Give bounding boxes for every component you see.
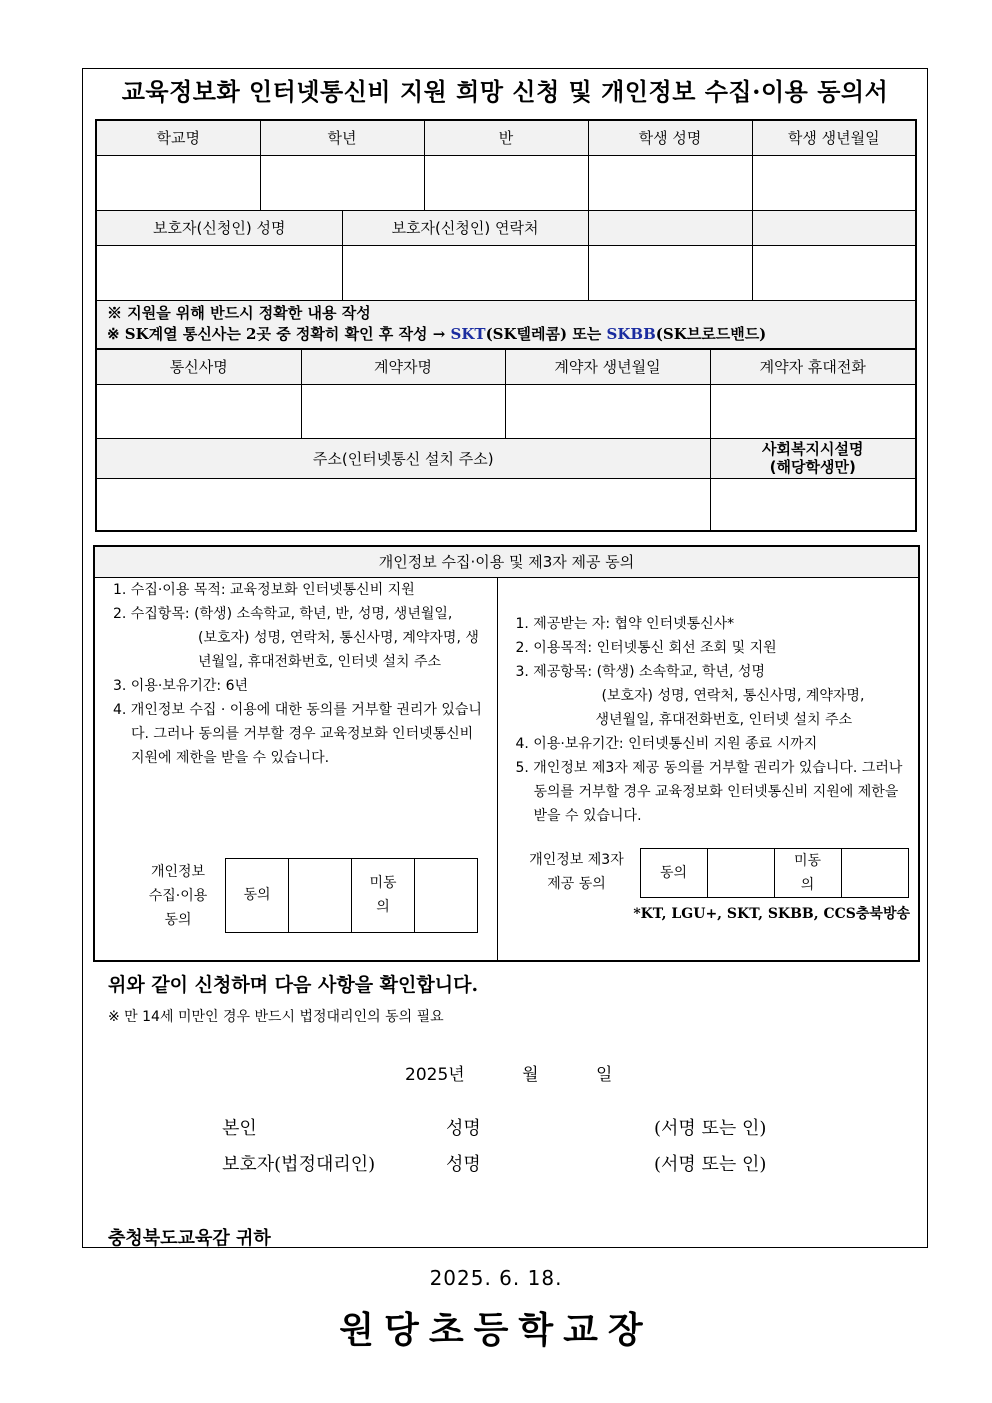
carrier-footnote: *KT, LGU+, SKT, SKBB, CCS충북방송 <box>633 905 911 922</box>
right-consent-boxes <box>640 848 909 898</box>
header-welfare: 사회복지시설명 (해당학생만) <box>710 438 916 478</box>
declaration: 위와 같이 신청하며 다음 사항을 확인합니다. <box>108 974 479 996</box>
guardian-contact-field[interactable] <box>342 245 588 300</box>
contractor-birth-field[interactable] <box>505 384 710 438</box>
left-agree-label: 동의 <box>226 858 289 932</box>
right-agree-label: 동의 <box>640 848 707 897</box>
right-agree-checkbox[interactable] <box>707 848 774 897</box>
note-line-2: ※ SK계열 통신사는 2곳 중 정확히 확인 후 작성 → SKT(SK텔레콤) 또는 SKBB(SK브로드밴드) <box>107 325 767 344</box>
self-sign-hint: (서명 또는 인) <box>654 1118 767 1139</box>
date-month: 월 <box>522 1065 539 1085</box>
header-blank-1 <box>588 210 752 245</box>
right-item-3a: 3. 제공항목: (학생) 소속학교, 학년, 성명 <box>515 663 765 680</box>
header-student-birth: 학생 생년월일 <box>752 120 916 155</box>
header-student-name: 학생 성명 <box>588 120 752 155</box>
application-table <box>95 119 917 350</box>
right-consent-label: 개인정보 제3자 제공 동의 <box>529 851 624 892</box>
right-item-3b: (보호자) 성명, 연락처, 통신사명, 계약자명, <box>601 687 865 704</box>
left-consent-label: 개인정보 수집·이용 동의 <box>148 863 208 928</box>
right-item-1: 1. 제공받는 자: 협약 인터넷통신사* <box>515 615 735 632</box>
welfare-field[interactable] <box>710 478 916 531</box>
student-name-field[interactable] <box>588 155 752 210</box>
date-day: 일 <box>595 1065 613 1085</box>
self-label: 본인 <box>222 1118 257 1139</box>
privacy-left-column <box>94 577 497 961</box>
left-item-2a: 2. 수집항목: (학생) 소속학교, 학년, 반, 성명, 생년월일, <box>113 605 453 622</box>
left-consent-boxes <box>225 858 478 933</box>
contractor-field[interactable] <box>301 384 505 438</box>
header-guardian-name: 보호자(신청인) 성명 <box>96 210 342 245</box>
blank-field-2[interactable] <box>752 245 916 300</box>
carrier-field[interactable] <box>96 384 301 438</box>
form-title: 교육정보화 인터넷통신비 지원 희망 신청 및 개인정보 수집·이용 동의서 <box>121 77 889 106</box>
privacy-header: 개인정보 수집·이용 및 제3자 제공 동의 <box>94 546 919 577</box>
principal-name: 원당초등학교장 <box>339 1310 653 1351</box>
right-item-3c: 생년월일, 휴대전화번호, 인터넷 설치 주소 <box>595 711 853 728</box>
header-grade: 학년 <box>260 120 424 155</box>
address-field[interactable] <box>96 478 710 531</box>
privacy-consent-table <box>93 545 920 962</box>
left-item-2b: (보호자) 성명, 연락처, 통신사명, 계약자명, 생년월일, 휴대전화번호, 인터넷 설치 주소 <box>198 629 479 670</box>
self-name-label: 성명 <box>446 1118 481 1139</box>
left-disagree-checkbox[interactable] <box>415 858 478 932</box>
header-carrier: 통신사명 <box>96 349 301 384</box>
privacy-right-column <box>497 577 919 961</box>
header-blank-2 <box>752 210 916 245</box>
guardian-name-field[interactable] <box>96 245 342 300</box>
header-address: 주소(인터넷통신 설치 주소) <box>96 438 710 478</box>
left-disagree-label: 미동 의 <box>352 858 415 932</box>
contractor-phone-field[interactable] <box>710 384 916 438</box>
class-field[interactable] <box>424 155 588 210</box>
grade-field[interactable] <box>260 155 424 210</box>
left-agree-checkbox[interactable] <box>289 858 352 932</box>
left-item-3: 3. 이용·보유기간: 6년 <box>113 677 248 694</box>
header-school: 학교명 <box>96 120 260 155</box>
minor-note: ※ 만 14세 미만인 경우 반드시 법정대리인의 동의 필요 <box>108 1009 444 1025</box>
header-contractor-phone: 계약자 휴대전화 <box>710 349 916 384</box>
guardian-label: 보호자(법정대리인) <box>222 1154 376 1175</box>
school-field[interactable] <box>96 155 260 210</box>
left-item-1: 1. 수집·이용 목적: 교육정보화 인터넷통신비 지원 <box>113 581 415 598</box>
right-item-2: 2. 이용목적: 인터넷통신 회선 조회 및 지원 <box>515 639 777 656</box>
issue-date: 2025. 6. 18. <box>429 1266 563 1290</box>
right-disagree-label: 미동 의 <box>774 848 841 897</box>
notes-box <box>96 300 916 349</box>
guardian-sign-hint: (서명 또는 인) <box>654 1154 767 1175</box>
skbb-label: SKBB <box>606 325 656 344</box>
right-item-4: 4. 이용·보유기간: 인터넷통신비 지원 종료 시까지 <box>515 735 818 752</box>
note-line-1: ※ 지원을 위해 반드시 정확한 내용 작성 <box>107 304 371 323</box>
header-contractor: 계약자명 <box>301 349 505 384</box>
student-birth-field[interactable] <box>752 155 916 210</box>
contract-table <box>95 348 917 532</box>
right-disagree-checkbox[interactable] <box>841 848 908 897</box>
addressee: 충청북도교육감 귀하 <box>108 1228 271 1249</box>
date-line <box>405 1060 612 1085</box>
header-class: 반 <box>424 120 588 155</box>
skt-label: SKT <box>450 325 486 344</box>
guardian-name-label: 성명 <box>446 1154 481 1175</box>
left-item-4: 4. 개인정보 수집 · 이용에 대한 동의를 거부할 권리가 있습니다. 그러나 동의를 거부할 경우 교육정보화 인터넷통신비 지원에 제한을 받을 수 있습니다. <box>113 701 482 766</box>
blank-field-1[interactable] <box>588 245 752 300</box>
header-guardian-contact: 보호자(신청인) 연락처 <box>342 210 588 245</box>
header-contractor-birth: 계약자 생년월일 <box>505 349 710 384</box>
date-year: 2025년 <box>405 1065 465 1085</box>
right-item-5: 5. 개인정보 제3자 제공 동의를 거부할 권리가 있습니다. 그러나 동의를 거부할 경우 교육정보화 인터넷통신비 지원에 제한을 받을 수 있습니다. <box>515 759 903 824</box>
